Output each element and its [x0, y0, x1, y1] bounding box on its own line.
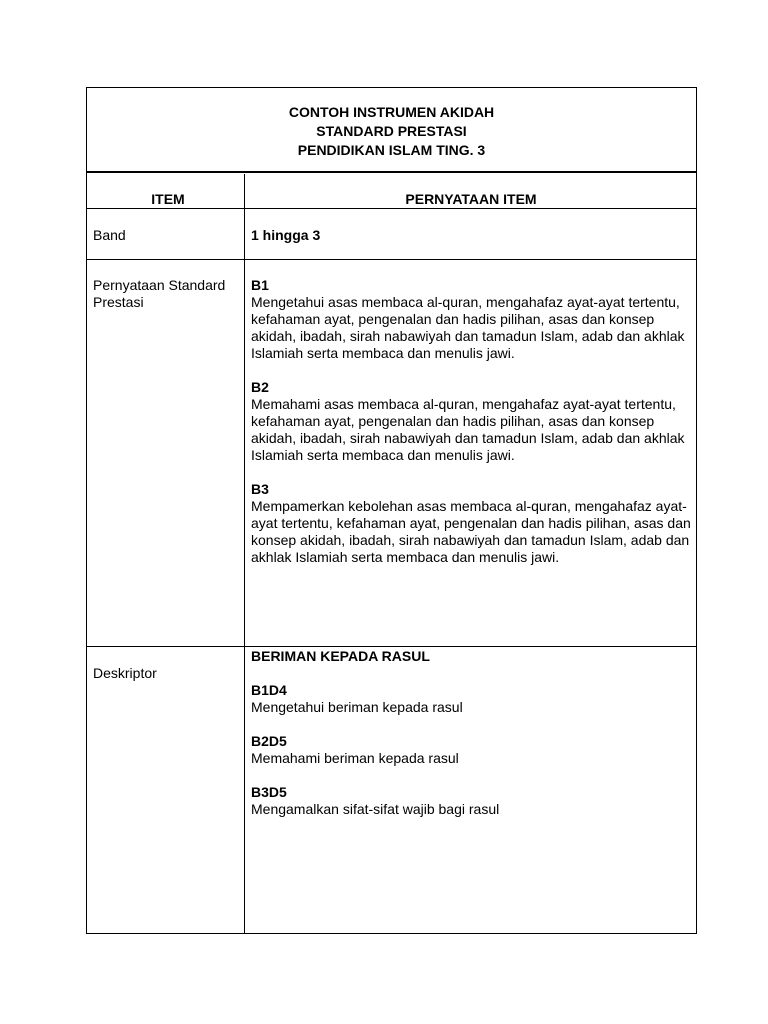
descriptor-content	[251, 648, 691, 818]
standard-statements	[251, 277, 691, 566]
descriptor-heading: BERIMAN KEPADA RASUL	[251, 648, 430, 664]
d1-code: B1D4	[251, 682, 287, 698]
descriptor-label: Deskriptor	[93, 665, 157, 681]
title-line-3: PENDIDIKAN ISLAM TING. 3	[297, 142, 486, 158]
row-divider	[87, 646, 696, 647]
d3-text: Mengamalkan sifat-sifat wajib bagi rasul	[251, 801, 500, 817]
document-title	[87, 88, 696, 173]
b2-text: Memahami asas membaca al-quran, mengahafaz ayat-ayat tertentu, kefahaman ayat, pengenalan dan hadis pilihan, asas dan konsep akidah, ibadah, sirah nabawiyah dan tamadun Islam, adab dan akhlak Islamiah serta membaca dan menulis jawi.	[251, 396, 685, 463]
row-divider	[87, 259, 696, 260]
d2-text: Memahami beriman kepada rasul	[251, 750, 459, 766]
instrument-table	[86, 87, 697, 934]
d2-code: B2D5	[251, 733, 287, 749]
b3-text: Mempamerkan kebolehan asas membaca al-quran, mengahafaz ayat-ayat tertentu, kefahaman ayat, pengenalan dan hadis pilihan, asas dan konsep akidah, ibadah, sirah nabawiyah dan tamadun Islam, adab dan akhlak Islamiah serta membaca dan menulis jawi.	[251, 498, 691, 565]
b2-code: B2	[251, 379, 269, 395]
title-line-2: STANDARD PRESTASI	[316, 123, 467, 139]
band-label: Band	[93, 227, 126, 243]
row-divider	[87, 208, 696, 209]
band-value: 1 hingga 3	[251, 227, 321, 243]
column-divider	[244, 174, 245, 933]
header-statement: PERNYATAAN ITEM	[405, 191, 537, 207]
b3-code: B3	[251, 481, 269, 497]
standard-label: Pernyataan Standard Prestasi	[93, 277, 226, 310]
b1-code: B1	[251, 277, 269, 293]
b1-text: Mengetahui asas membaca al-quran, mengahafaz ayat-ayat tertentu, kefahaman ayat, pengenalan dan hadis pilihan, asas dan konsep akidah, ibadah, sirah nabawiyah dan tamadun Islam, adab dan akhlak Islamiah serta membaca dan menulis jawi.	[251, 294, 685, 361]
header-item: ITEM	[151, 191, 185, 207]
title-line-1: CONTOH INSTRUMEN AKIDAH	[288, 104, 495, 120]
d1-text: Mengetahui beriman kepada rasul	[251, 699, 463, 715]
d3-code: B3D5	[251, 784, 287, 800]
